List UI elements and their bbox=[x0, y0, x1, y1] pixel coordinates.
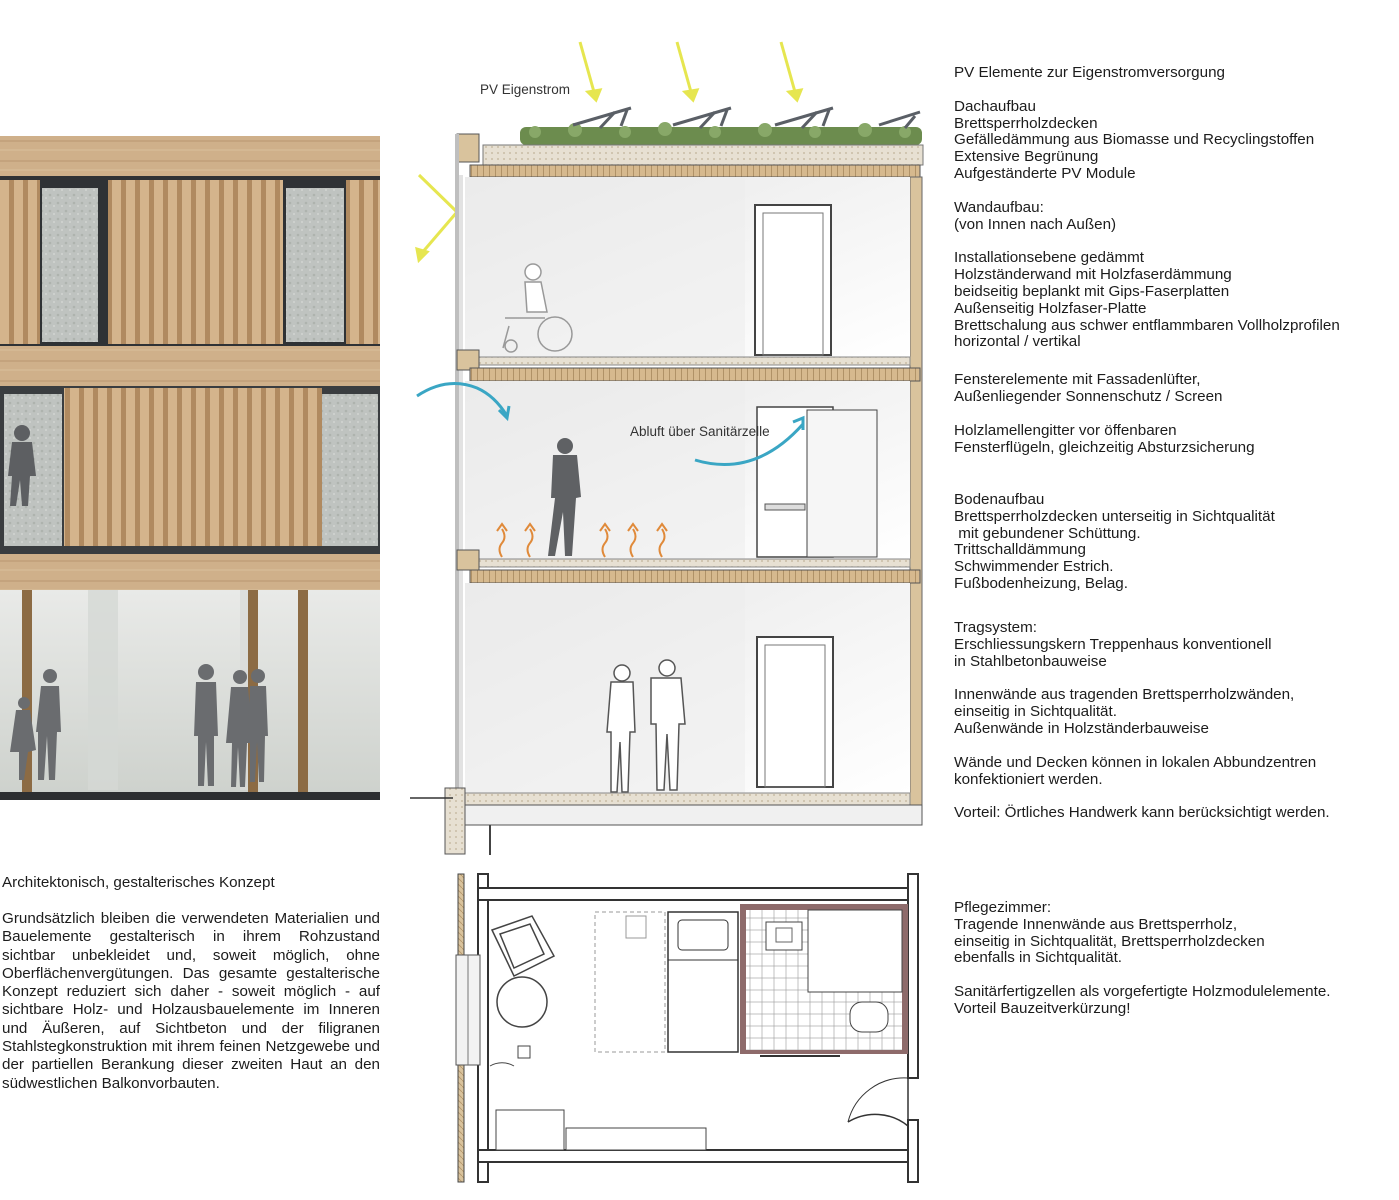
outer-wall-right bbox=[910, 177, 922, 812]
facade-window bbox=[322, 394, 378, 546]
trag-line: Erschliessungskern Treppenhaus konventionell bbox=[954, 635, 1272, 653]
abluft-label: Abluft über Sanitärzelle bbox=[630, 424, 770, 439]
dach-line: Dachaufbau bbox=[954, 97, 1036, 115]
door bbox=[757, 637, 833, 787]
boden-line: Schwimmender Estrich. bbox=[954, 558, 1114, 576]
facade-illustration bbox=[0, 136, 382, 801]
wand-line: Brettschalung aus schwer entflammbaren Vollholzprofilen bbox=[954, 316, 1340, 334]
innen-line: Außenwände in Holzständerbauweise bbox=[954, 719, 1209, 737]
base-slab bbox=[455, 805, 922, 825]
concept-heading: Architektonisch, gestalterisches Konzept bbox=[2, 874, 275, 891]
boden-line: Fußbodenheizung, Belag. bbox=[954, 574, 1128, 592]
facade-slats bbox=[0, 180, 40, 344]
facade-slab bbox=[0, 346, 380, 386]
wand-subheading: (von Innen nach Außen) bbox=[954, 215, 1117, 233]
vorteil-line: Vorteil: Örtliches Handwerk kann berücksichtigt werden. bbox=[954, 804, 1330, 822]
sanitaer-line: Sanitärfertigzellen als vorgefertigte Holzmodulelemente. bbox=[954, 983, 1331, 1001]
boden-line: mit gebundener Schüttung. bbox=[954, 524, 1141, 542]
facade-slab bbox=[0, 554, 380, 590]
pflege-block bbox=[954, 900, 1331, 1018]
concept-body: Grundsätzlich bleiben die verwendeten Materialien und Bauelemente gestalterisch in ihrem Rohzustand sichtbar unbekleidet und, soweit möglich, ohne Oberflächenvergütungen. Das gesamte gestalterische Konzept reduziert sich daher - soweit möglich - auf sichtbare Holz- und Holzausbauelemente im Inneren und Äußeren, auf Sichtbeton und der filigranen Stahlstegkonstruktion mit ihrem feinen Netzgewebe und der partiellen Berankung dieser zweiten Haut an den südwestlichen Balkonvorbauten. bbox=[2, 910, 380, 1092]
trag-block bbox=[954, 620, 1330, 822]
room-floor-plan bbox=[450, 870, 930, 1185]
sanitaer-line: Vorteil Bauzeitverkürzung! bbox=[954, 999, 1131, 1017]
facade-post bbox=[298, 590, 308, 796]
floor-slab bbox=[470, 570, 920, 583]
wand-line: beidseitig beplankt mit Gips-Faserplatten bbox=[954, 282, 1230, 300]
wand-line: Installationsebene gedämmt bbox=[954, 249, 1144, 267]
facade-roof-band bbox=[0, 136, 380, 176]
round-table bbox=[497, 977, 547, 1027]
boden-line: Trittschalldämmung bbox=[954, 541, 1086, 559]
fenster-line: Außenliegender Sonnenschutz / Screen bbox=[954, 387, 1223, 405]
abbund-line: konfektioniert werden. bbox=[954, 770, 1103, 788]
wand-line: Holzständerwand mit Holzfaserdämmung bbox=[954, 266, 1232, 284]
lamellen-line: Fensterflügeln, gleichzeitig Absturzsicherung bbox=[954, 438, 1255, 456]
wand-line: Außenseitig Holzfaser-Platte bbox=[954, 299, 1147, 317]
fenster-line: Fensterelemente mit Fassadenlüfter, bbox=[954, 371, 1201, 389]
plan-wall-top bbox=[478, 888, 918, 900]
door bbox=[755, 205, 831, 355]
floor-slab bbox=[470, 368, 920, 381]
facade-window bbox=[42, 188, 98, 342]
facade-slats bbox=[346, 180, 380, 344]
explanation-column bbox=[954, 65, 1340, 456]
pv-label: PV Eigenstrom bbox=[480, 82, 571, 97]
facade-slats bbox=[64, 388, 322, 546]
pflege-line: einseitig in Sichtqualität, Brettsperrholzdecken bbox=[954, 932, 1265, 950]
dach-line: Aufgeständerte PV Module bbox=[954, 164, 1136, 182]
dach-line: Extensive Begrünung bbox=[954, 148, 1099, 166]
pflege-line: ebenfalls in Sichtqualität. bbox=[954, 949, 1123, 967]
boden-line: Bodenaufbau bbox=[954, 491, 1045, 508]
boden-line: Brettsperrholzdecken unterseitig in Sichtqualität bbox=[954, 507, 1275, 525]
trag-line: Tragsystem: bbox=[954, 619, 1037, 636]
plan-wall-bottom bbox=[478, 1150, 918, 1162]
facade-window bbox=[286, 188, 344, 342]
wand-line: horizontal / vertikal bbox=[954, 333, 1081, 351]
innen-line: Innenwände aus tragenden Brettsperrholzwänden, bbox=[954, 686, 1295, 704]
lamellen-line: Holzlamellengitter vor öffenbaren bbox=[954, 421, 1177, 439]
abbund-line: Wände und Decken können in lokalen Abbundzentren bbox=[954, 753, 1317, 771]
roof-slab bbox=[470, 165, 920, 177]
dach-line: Brettsperrholzdecken bbox=[954, 114, 1098, 132]
pflege-line: Tragende Innenwände aus Brettsperrholz, bbox=[954, 915, 1238, 933]
innen-line: einseitig in Sichtqualität. bbox=[954, 703, 1117, 721]
armchair bbox=[492, 916, 554, 976]
wand-heading: Wandaufbau: bbox=[954, 198, 1044, 216]
pflege-line: Pflegezimmer: bbox=[954, 899, 1052, 916]
trag-line: in Stahlbetonbauweise bbox=[954, 652, 1107, 670]
building-section bbox=[405, 30, 945, 860]
dach-line: Gefälledämmung aus Biomasse und Recyclingstoffen bbox=[954, 131, 1315, 149]
boden-block bbox=[954, 492, 1275, 593]
desk bbox=[496, 1110, 564, 1150]
facade-slats bbox=[108, 180, 283, 344]
pv-heading: PV Elemente zur Eigenstromversorgung bbox=[954, 64, 1225, 81]
